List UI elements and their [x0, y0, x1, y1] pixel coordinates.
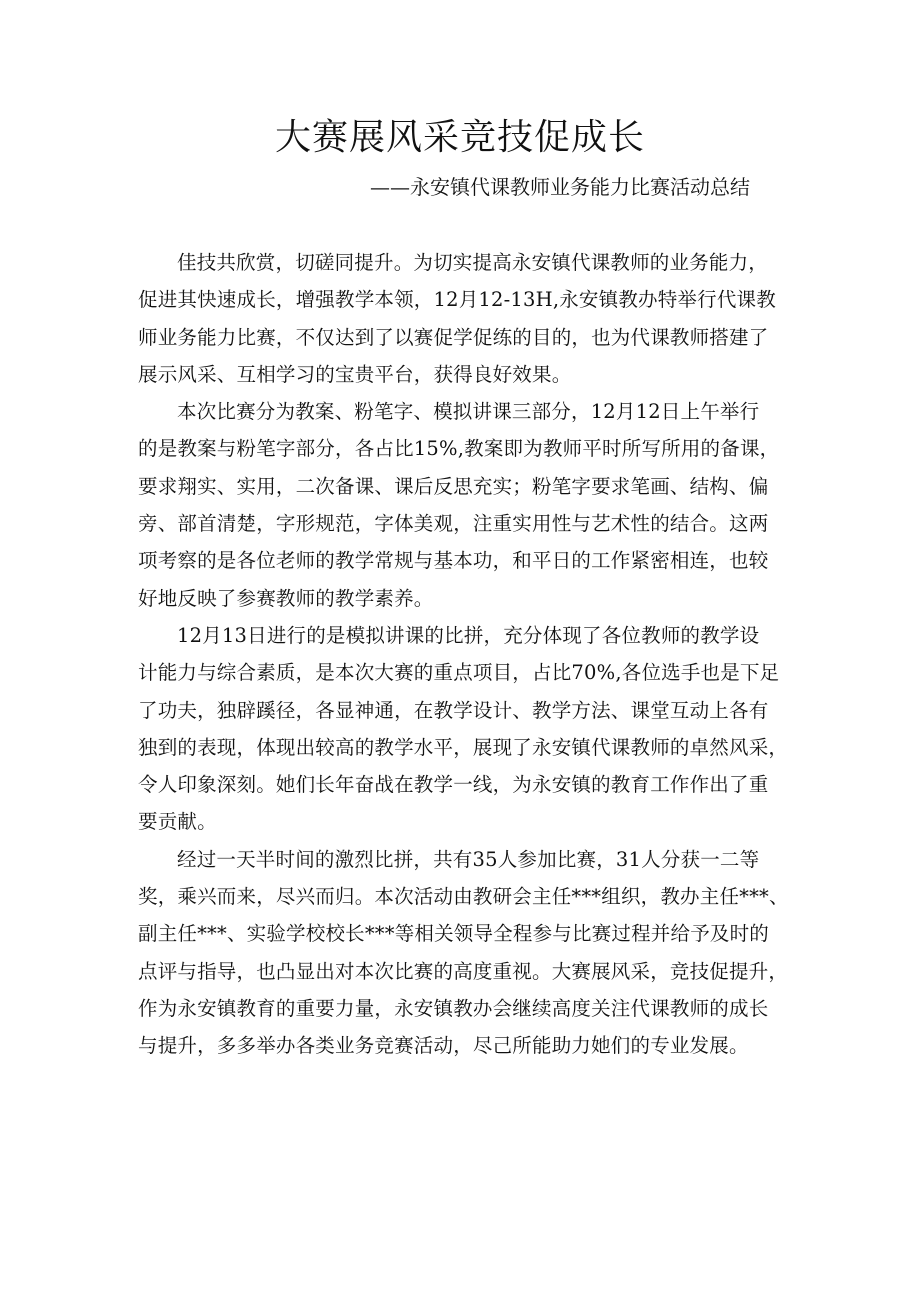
paragraph-line: 奖，乘兴而来，尽兴而归。本次活动由教研会主任***组织，教办主任***、: [138, 885, 789, 909]
body-paragraph: [138, 244, 800, 393]
paragraph-line: 好地反映了参赛教师的教学素养。: [138, 586, 434, 610]
document-title: 大赛展风采竞技促成长: [274, 117, 645, 158]
paragraph-line: 展示风采、互相学习的宝贵平台，获得良好效果。: [138, 362, 572, 386]
paragraph-line: 佳技共欣赏，切磋同提升。为切实提高永安镇代课教师的业务能力，: [177, 251, 769, 274]
paragraph-line: 师业务能力比赛，不仅达到了以赛促学促练的目的，也为代课教师搭建了: [138, 325, 769, 349]
paragraph-line: 与提升，多多举办各类业务竞赛活动，尽己所能助力她们的专业发展。: [138, 1034, 749, 1058]
paragraph-line: 要求翔实、实用，二次备课、课后反思充实；粉笔字要求笔画、结构、偏: [138, 474, 769, 498]
document-subtitle: ——永安镇代课教师业务能力比赛活动总结: [370, 175, 750, 199]
body-paragraph: [138, 617, 800, 841]
document-body: [138, 244, 800, 1065]
paragraph-line: 要贡献。: [138, 810, 217, 834]
body-paragraph: [138, 393, 800, 617]
paragraph-line: 了功夫，独辟蹊径，各显神通，在教学设计、教学方法、课堂互动上各有: [138, 698, 769, 722]
paragraph-line: 计能力与综合素质，是本次大赛的重点项目，占比70%,各位选手也是下足: [138, 661, 780, 685]
paragraph-line: 本次比赛分为教案、粉笔字、模拟讲课三部分，12月12日上午举行: [177, 400, 760, 424]
paragraph-line: 12月13日进行的是模拟讲课的比拼，充分体现了各位教师的教学设: [177, 623, 760, 647]
body-paragraph: [138, 841, 800, 1065]
paragraph-line: 促进其快速成长，增强教学本领，12月12-13H,永安镇教办特举行代课教: [138, 288, 776, 312]
paragraph-line: 的是教案与粉笔字部分，各占比15%,教案即为教师平时所写所用的备课，: [138, 437, 780, 461]
paragraph-line: 独到的表现，体现出较高的教学水平，展现了永安镇代课教师的卓然风采，: [138, 735, 789, 759]
paragraph-line: 点评与指导，也凸显出对本次比赛的高度重视。大赛展风采，竞技促提升，: [138, 959, 789, 983]
paragraph-line: 令人印象深刻。她们长年奋战在教学一线，为永安镇的教育工作作出了重: [138, 773, 769, 797]
paragraph-line: 副主任***、实验学校校长***等相关领导全程参与比赛过程并给予及时的: [138, 922, 770, 946]
paragraph-line: 经过一天半时间的激烈比拼，共有35人参加比赛，31人分获一二等: [177, 847, 760, 871]
paragraph-line: 项考察的是各位老师的教学常规与基本功，和平日的工作紧密相连，也较: [138, 549, 769, 573]
paragraph-line: 旁、部首清楚，字形规范，字体美观，注重实用性与艺术性的结合。这两: [138, 512, 769, 536]
paragraph-line: 作为永安镇教育的重要力量，永安镇教办会继续高度关注代课教师的成长: [138, 996, 769, 1020]
